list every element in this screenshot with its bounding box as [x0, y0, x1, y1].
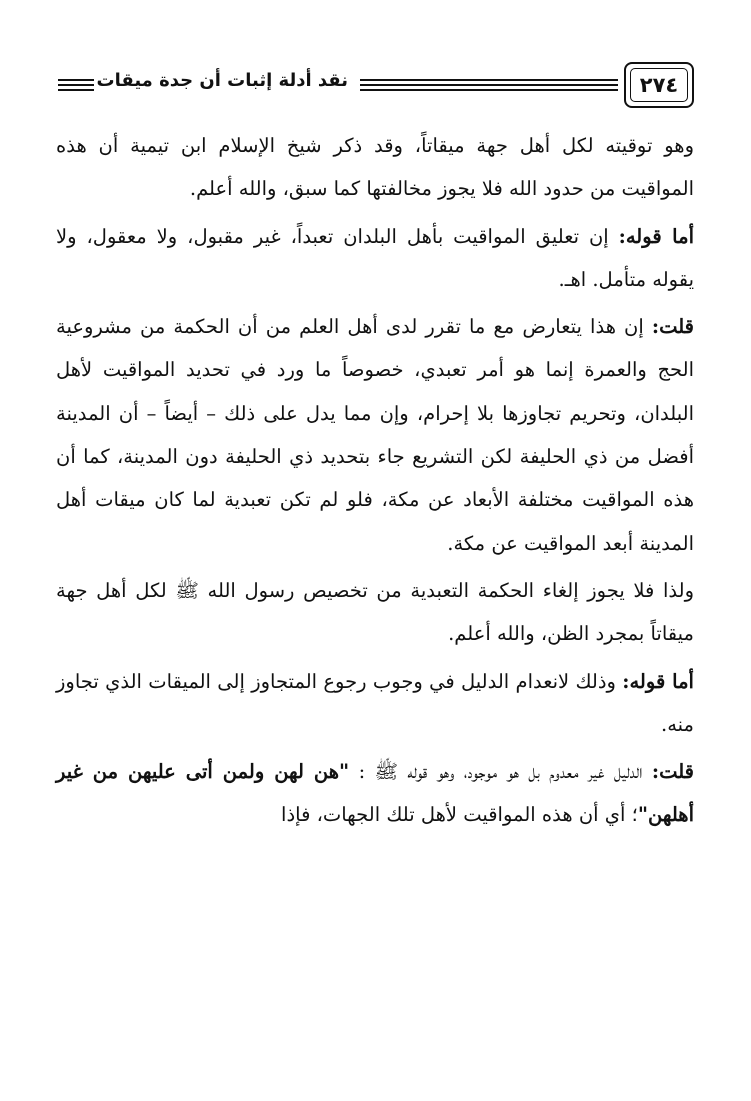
header-rule-short — [58, 79, 94, 91]
paragraph — [56, 305, 694, 565]
header-rule-long — [360, 79, 618, 91]
paragraph-lead: أما قوله: — [622, 669, 694, 693]
paragraph — [56, 660, 694, 747]
paragraph-text: إن هذا يتعارض مع ما تقرر لدى أهل العلم من أن الحكمة من مشروعية الحج والعمرة إنما هو أمر تعبدي، خصوصاً ما ورد في تحديد المواقيت لأهل البلدان، وتحريم تجاوزها بلا إحرام، وإن مما يدل على ذلك – أيضاً – أن المدينة أفضل من ذي الحليفة لكن التشريع جاء بتحديد ذي الحليفة دون المدينة، كما أن هذه المواقيت مختلفة الأبعاد عن مكة، فلو لم تكن تعبدية لما كان ميقات أهل المدينة أبعد المواقيت عن مكة. — [56, 315, 694, 555]
paragraph-text: ولذا فلا يجوز إلغاء الحكمة التعبدية من تخصيص رسول الله ﷺ لكل أهل جهة ميقاتاً بمجرد الظن، والله أعلم. — [56, 578, 694, 646]
paragraph-lead: قلت: — [651, 315, 694, 339]
paragraph-text: إن تعليق المواقيت بأهل البلدان تعبداً، غير مقبول، ولا معقول، ولا يقوله متأمل. اهـ. — [56, 224, 694, 291]
paragraph — [56, 569, 694, 656]
running-title: نقد أدلة إثبات أن جدة ميقات — [96, 70, 348, 91]
body-text — [56, 124, 694, 837]
page-number: ٢٧٤ — [624, 62, 694, 108]
paragraph-text: وذلك لانعدام الدليل في وجوب رجوع المتجاوز إلى الميقات الذي تجاوز منه. — [56, 669, 694, 736]
paragraph — [56, 750, 694, 837]
paragraph-tail: ؛ أي أن هذه المواقيت لأهل تلك الجهات، فإذا — [281, 803, 638, 827]
paragraph — [56, 215, 694, 302]
paragraph-lead: قلت: — [651, 760, 694, 784]
paragraph — [56, 124, 694, 211]
hadith-quote: "هن لهن ولمن أتى عليهن من غير أهلهن" — [56, 760, 694, 827]
paragraph-text: الدليل غير معدوم بل هو موجود، وهو قوله ﷺ : — [349, 760, 652, 784]
paragraph-text: وهو توقيته لكل أهل جهة ميقاتاً، وقد ذكر شيخ الإسلام ابن تيمية أن هذه المواقيت من حدود الله فلا يجوز مخالفتها كما سبق، والله أعلم. — [56, 134, 694, 201]
running-header — [58, 62, 694, 118]
paragraph-lead: أما قوله: — [618, 224, 694, 248]
